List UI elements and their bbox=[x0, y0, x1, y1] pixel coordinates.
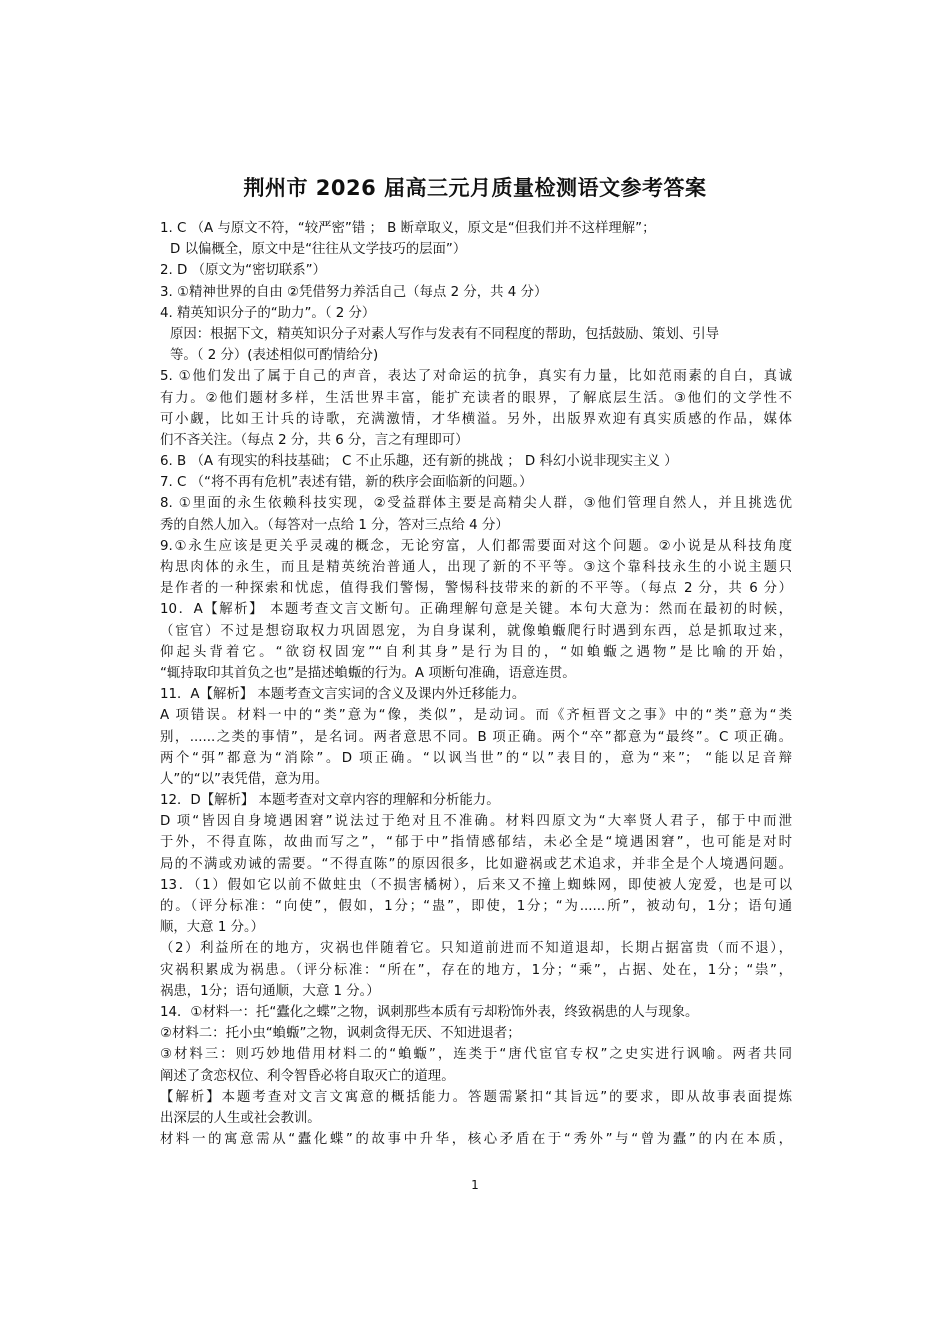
text-line: 人”的“以”表凭借，意为用。 bbox=[160, 771, 329, 787]
text-line: 秀的自然人加入。（每答对一点给 1 分，答对三点给 4 分） bbox=[160, 517, 509, 533]
text-line: 3. ①精神世界的自由 ②凭借努力养活自己（每点 2 分，共 4 分） bbox=[160, 284, 548, 300]
text-line: 7. C （“将不再有危机”表述有错，新的秩序会面临新的问题。） bbox=[160, 475, 533, 491]
text-line: 【解析】本题考查对文言文寓意的概括能力。答题需紧扣“其旨远”的要求，即从故事表面提炼 bbox=[160, 1089, 792, 1105]
text-line: 13．（1）假如它以前不做蛀虫（不损害橘树），后来又不撞上蜘蛛网，即使被人宠爱，也是可以 bbox=[160, 877, 792, 893]
text-line: 仰起头背着它。“欲窃权固宠”“自利其身”是行为目的，“如蝜蝂之遇物”是比喻的开始， bbox=[160, 644, 792, 660]
text-line: （2）利益所在的地方，灾祸也伴随着它。只知道前进而不知道退却，长期占据富贵（而不退）， bbox=[160, 941, 792, 957]
text-line: 4. 精英知识分子的“助力”。（ 2 分） bbox=[160, 305, 376, 321]
text-line: 出深层的人生或社会教训。 bbox=[160, 1110, 321, 1126]
text-line: 6. B （A 有现实的科技基础； C 不止乐趣，还有新的挑战 ； D 科幻小说非现实主义 ） bbox=[160, 454, 678, 470]
text-line: 两个“弭”都意为“消除”。D 项正确。“以讽当世”的“以”表目的，意为“来”； “能以足音辩 bbox=[160, 750, 792, 766]
text-line: 8. ①里面的永生依赖科技实现，②受益群体主要是高精尖人群，③他们管理自然人，并且挑选优 bbox=[160, 496, 792, 512]
text-line: 阐述了贪恋权位、利令智昏必将自取灭亡的道理。 bbox=[160, 1068, 455, 1084]
text-line: 9.①永生应该是更关乎灵魂的概念，无论穷富，人们都需要面对这个问题。②小说是从科技角度 bbox=[160, 538, 792, 554]
answer-body bbox=[160, 218, 792, 1150]
text-line: 局的不满或劝诫的需要。“不得直陈”的原因很多，比如避祸或艺术追求，并非全是个人境遇问题。 bbox=[160, 856, 792, 872]
text-line: “辄持取印其首负之也”是描述蝜蝂的行为。A 项断句准确，语意连贯。 bbox=[160, 665, 576, 681]
text-line: （宦官）不过是想窃取权力巩固恩宠，为自身谋利，就像蝜蝂爬行时遇到东西，总是抓取过来， bbox=[160, 623, 792, 639]
text-line: 们不吝关注。（每点 2 分，共 6 分，言之有理即可） bbox=[160, 432, 469, 448]
text-line: ②材料二：托小虫“蝜蝂”之物，讽刺贪得无厌、不知进退者； bbox=[160, 1026, 521, 1042]
text-line: D 以偏概全，原文中是“往往从文学技巧的层面”） bbox=[170, 242, 467, 258]
text-line: 于外，不得直陈，故曲而写之”，“郁于中”指情感郁结，未必全是“境遇困窘”，也可能是对时 bbox=[160, 835, 792, 851]
text-line: 12．D【解析】 本题考查对文章内容的理解和分析能力。 bbox=[160, 793, 500, 809]
text-line: 的。（评分标准：“向使”，假如，1分；“蛊”，即使，1分；“为......所”，被动句，1分；语句通 bbox=[160, 899, 792, 914]
text-line: 2. D （原文为“密切联系”） bbox=[160, 263, 326, 279]
text-line: 顺，大意 1 分。） bbox=[160, 920, 265, 936]
text-line: 11．A【解析】 本题考查文言实词的含义及课内外迁移能力。 bbox=[160, 687, 526, 703]
document-title: 荆州市 2026 届高三元月质量检测语文参考答案 bbox=[243, 176, 707, 200]
text-line: 灾祸积累成为祸患。（评分标准：“所在”，存在的地方，1分；“乘”，占据、处在，1分；“祟”， bbox=[160, 962, 792, 978]
text-line: 原因：根据下文，精英知识分子对素人写作与发表有不同程度的帮助，包括鼓励、策划、引导 bbox=[170, 326, 720, 342]
text-line: 材料一的寓意需从“蠹化蝶”的故事中升华，核心矛盾在于“秀外”与“曾为蠹”的内在本质， bbox=[160, 1132, 792, 1148]
text-line: 构思肉体的永生，而且是精英统治普通人，出现了新的不平等。③这个靠科技永生的小说主题只 bbox=[160, 560, 792, 575]
text-line: 祸患，1分；语句通顺，大意 1 分。） bbox=[160, 983, 380, 999]
text-line: ③材料三：则巧妙地借用材料二的“蝜蝂”，连类于“唐代宦官专权”之史实进行讽喻。两者共同 bbox=[160, 1047, 792, 1063]
text-line: 10．A【解析】 本题考查文言文断句。正确理解句意是关键。本句大意为：然而在最初的时候， bbox=[160, 602, 792, 618]
text-line: 等。（ 2 分）(表述相似可酌情给分) bbox=[170, 348, 379, 364]
text-line: 5. ①他们发出了属于自己的声音，表达了对命运的抗争，真实有力量，比如范雨素的自白，真诚 bbox=[160, 369, 792, 385]
text-line: 1. C （A 与原文不符，“较严密”错 ； B 断章取义，原文是“但我们并不这样理解”； bbox=[160, 221, 656, 236]
text-line: 14．①材料一：托“蠹化之蝶”之物，讽刺那些本质有亏却粉饰外表，终致祸患的人与现象。 bbox=[160, 1004, 699, 1020]
text-line: A 项错误。材料一中的“类”意为“像，类似”，是动词。而《齐桓晋文之事》中的“类”意为“类 bbox=[160, 708, 792, 724]
text-line: 别，......之类的事情”，是名词。两者意思不同。B 项正确。两个“卒”都意为“最终”。C 项正确。 bbox=[160, 729, 792, 745]
text-line: 有力。②他们题材多样，生活世界丰富，能扩充读者的眼界，了解底层生活。③他们的文学性不 bbox=[160, 390, 792, 406]
text-line: D 项“皆因自身境遇困窘”说法过于绝对且不准确。材料四原文为“大率贤人君子，郁于中而泄 bbox=[160, 814, 792, 830]
text-line: 可小觑，比如王计兵的诗歌，充满激情，才华横溢。另外，出版界欢迎有真实质感的作品，媒体 bbox=[160, 411, 792, 427]
page-number: 1 bbox=[471, 1178, 479, 1192]
text-line: 是作者的一种探索和忧虑，值得我们警惕，警惕科技带来的新的不平等。（每点 2 分，共 6 分） bbox=[160, 581, 792, 597]
